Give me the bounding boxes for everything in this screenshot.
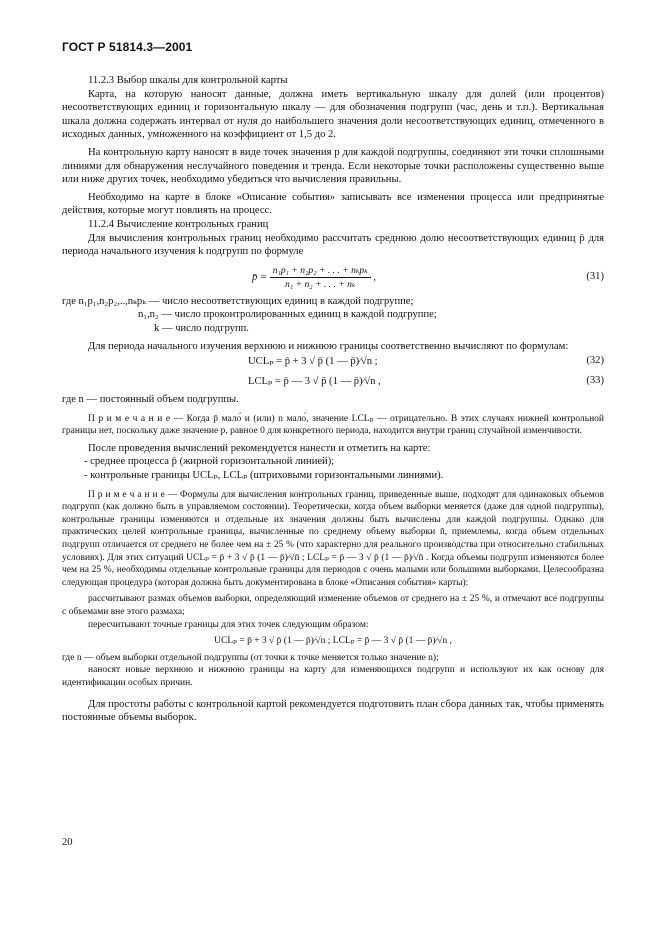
section-1123-paragraph-2: На контрольную карту наносят в виде точек значения p для каждой подгруппы, соединяют эти точки сплошными линиями для обнаружения неслучайного поведения и тренда. Если некоторые точки расположены существенно выше или ниже других точек, необходимо убедиться что вычисления правильны.	[62, 146, 604, 186]
note-2	[62, 489, 604, 690]
formula-32	[62, 353, 604, 373]
where-line-2: n₁,n₂ — число проконтролированных единиц в каждой подгруппе;	[138, 309, 437, 321]
section-1124-paragraph-2: Для периода начального изучения верхнюю и нижнюю границы соответственно вычисляют по формулам:	[88, 340, 569, 352]
note-1-text: П р и м е ч а н и е — Когда p̄ мало́ и (или) n мало́, значение LCLₚ — отрицательно. В этих случаях нижней контрольной границы нет, поскольку даже значение p, равное 0 для конкретного периода, находится внутри границ случайной изменчивости.	[62, 413, 604, 437]
note-2-step-1: рассчитывают размах объемов выборки, определяющий изменение объемов от среднего на ± 25 %, и отмечают все подгруппы с объемами вне этого размаха;	[62, 594, 604, 617]
page-number: 20	[62, 837, 73, 848]
final-paragraph: Для простоты работы с контрольной картой рекомендуется подготовить план сбора данных так, чтобы применять постоянные объемы выборок.	[62, 698, 604, 724]
section-1124-title: 11.2.4 Вычисление контрольных границ	[88, 218, 269, 230]
formula-31-denominator: n₁ + n₂ + . . . + nₖ	[285, 278, 356, 290]
section-1123-title: 11.2.3 Выбор шкалы для контрольной карты	[88, 75, 288, 86]
formula-31-lhs: p̄ =	[252, 271, 268, 283]
formula-31: p̄ = $\frac{\text{n₁p₁ + n₂p₂ + . . . + nₖpₖ}}{\text{n₁ + n₂ + . . . + nₖ}}$ , (31)	[252, 264, 604, 290]
formula-33-number: (33)	[586, 375, 604, 387]
note-2-formula: UCLₚ = p̄ + 3 √ p̄ (1 — p̄)⁄√n ; LCLₚ = p̄ — 3 √ p̄ (1 — p̄)⁄√n ,	[214, 636, 452, 647]
note-2-where: где n — объем выборки отдельной подгруппы (от точки к точке меняется только значение n);	[62, 652, 439, 663]
section-1123-paragraph-1: Карта, на которую наносят данные, должна иметь вертикальную шкалу для долей (или процентов) несоответствующих единиц и горизонтальную шкалу — для обозначения подгрупп (час, день и т.п.). Вертикальная шкала должна содержать интервал от нуля до наибольшего значения доли несоответствующих единиц, отмеченного в исходных данных, умноженного на коэффициент от 1,5 до 2.	[62, 88, 604, 141]
note-2-step-3: наносят новые верхнюю и нижнюю границы на карту для изменяющихся подгрупп и используют их как основу для идентификации особых причин.	[62, 665, 604, 688]
formula-33-expression: LCLₚ = p̄ — 3 √ p̄ (1 — p̄)⁄√n ,	[248, 376, 381, 388]
where-n-line: где n — постоянный объем подгруппы.	[62, 394, 239, 406]
section-1124-paragraph-1: Для вычисления контрольных границ необходимо рассчитать среднюю долю несоответствующих единиц p̄ для периода начального изучения k подгрупп по формуле	[62, 232, 604, 258]
formula-31-number: (31)	[586, 270, 604, 282]
where-line-3: k — число подгрупп.	[154, 322, 249, 334]
section-1123-paragraph-3: Необходимо на карте в блоке «Описание события» записывать все изменения процесса или предпринятые действия, которые могут повлиять на процесс.	[62, 191, 604, 217]
formula-33	[62, 373, 604, 393]
document-header: ГОСТ Р 51814.3—2001	[62, 40, 193, 54]
after-calc-item-2: - контрольные границы UCLₚ, LCLₚ (штриховыми горизонтальными линиями).	[84, 470, 444, 482]
after-calc-item-1: - среднее процесса p̄ (жирной горизонтальной линией);	[84, 456, 335, 468]
formula-31-fraction	[270, 265, 371, 290]
formula-32-expression: UCLₚ = p̄ + 3 √ p̄ (1 — p̄)⁄√n ;	[248, 356, 378, 368]
where-line-1: где n₁p₁,n₂p₂,..,nₖpₖ — число несоответствующих единиц в каждой подгруппе;	[62, 295, 414, 307]
formula-32-number: (32)	[586, 355, 604, 367]
document-page	[62, 40, 604, 725]
formula-31-numerator: n₁p₁ + n₂p₂ + . . . + nₖpₖ	[270, 265, 371, 278]
note-2-step-2: пересчитывают точные границы для этих точек следующим образом:	[88, 619, 369, 630]
note-2-text: П р и м е ч а н и е — Формулы для вычисления контрольных границ, приведенные выше, подходят для одинаковых объемов подгрупп (как должно быть в управляемом состоянии). Теоретически, когда объем выборки меняется (даже для одной подгруппы), контрольные границы изменяются и отдельные их значения должны быть вычислены для каждой подгруппы. Однако для практических целей контрольные границы, вычисленные по среднему объему выборки n̄, приемлемы, когда объем отдельных подгрупп отличается от среднего не более чем на ± 25 % (что характерно для реального производства при относительно стабильных условиях). Для этих ситуаций UCLₚ = p̄ + 3 √ p̄ (1 — p̄)⁄√n̄ ; LCLₚ = p̄ — 3 √ p̄ (1 — p̄)⁄√n̄ . Когда объемы подгрупп изменяются более чем на 25 %, необходимы отдельные контрольные границы для периодов с очень малыми или большими выборками. Целесообразна следующая процедура (которая должна быть документирована в блоке «Описания события» карты):	[62, 489, 604, 588]
after-calc-intro: После проведения вычислений рекомендуется нанести и отметить на карте:	[88, 442, 431, 454]
where-block	[62, 295, 604, 336]
note-1	[62, 413, 604, 438]
